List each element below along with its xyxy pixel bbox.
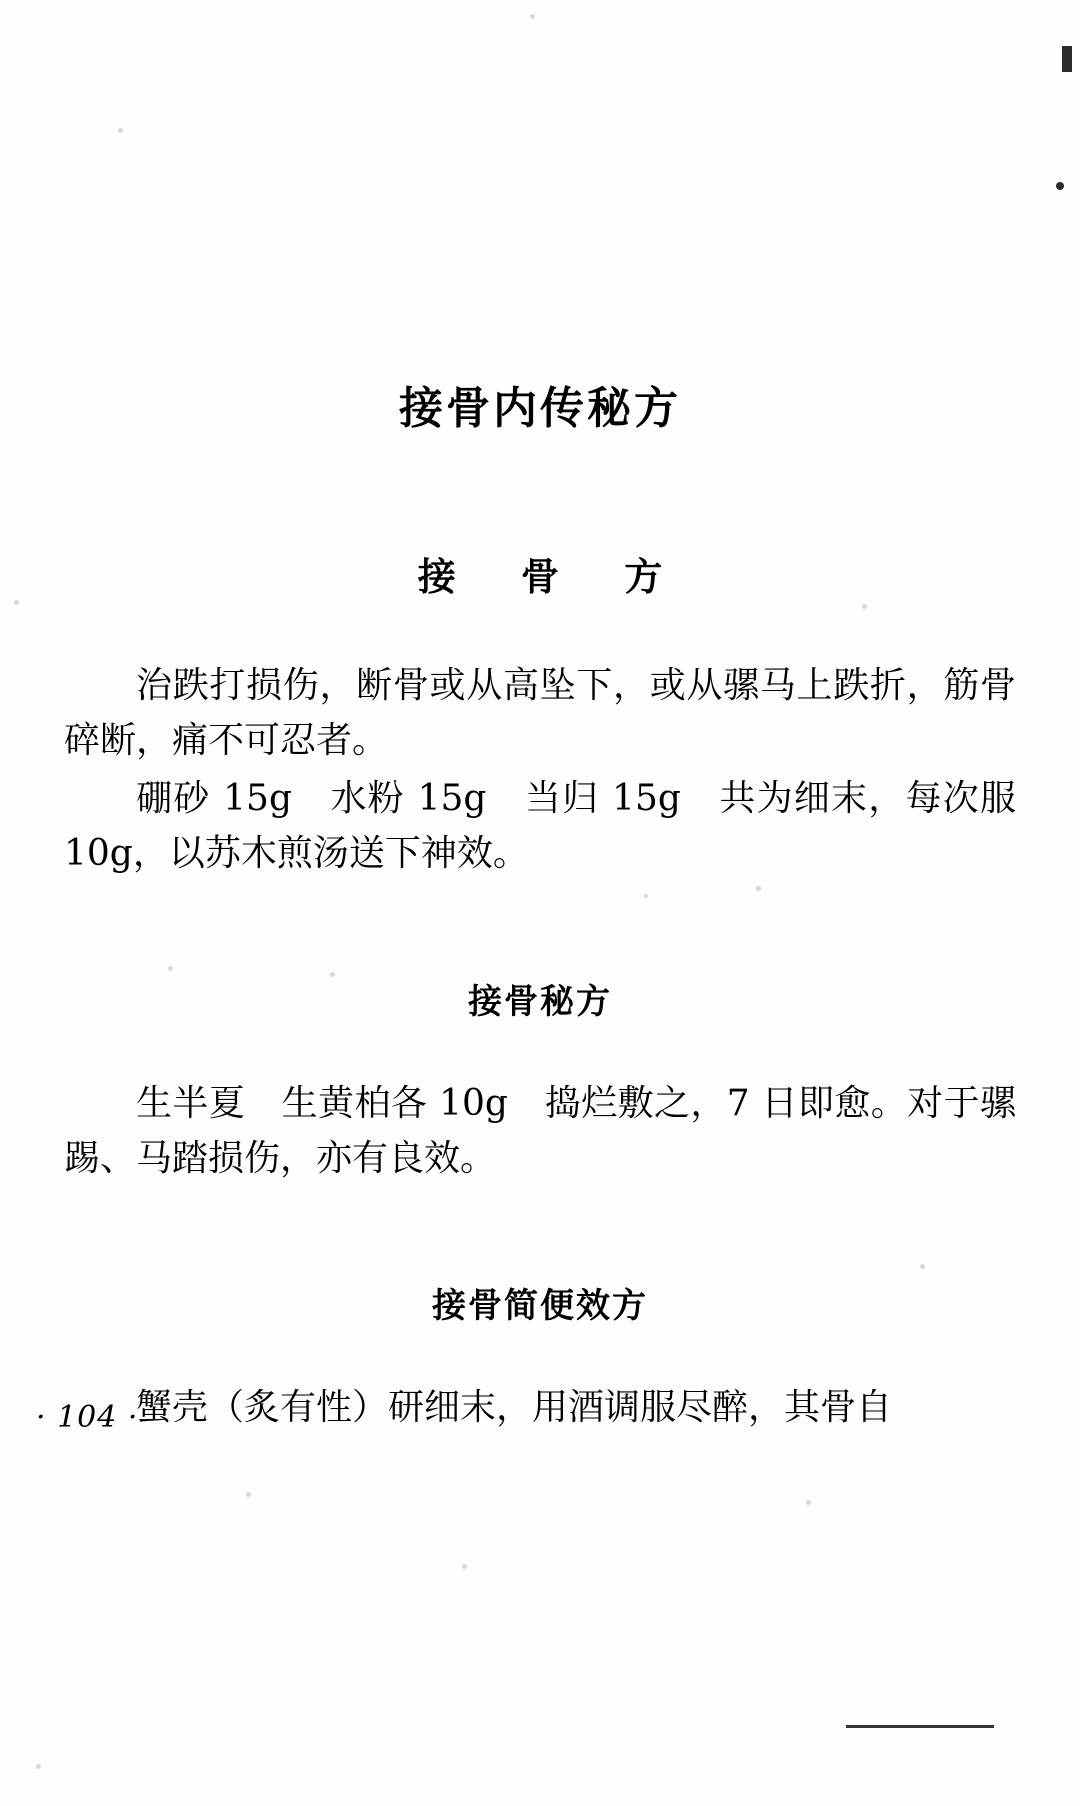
paragraph-jiegu-fang-formula: 硼砂 15g 水粉 15g 当归 15g 共为细末，每次服 10g，以苏木煎汤送下神效。 — [64, 778, 1016, 875]
page-title: 接骨内传秘方 — [399, 383, 681, 434]
scan-speck — [462, 1564, 467, 1569]
section-heading-jiegu-fang: 接 骨 方 — [417, 554, 689, 599]
scan-speck — [806, 1500, 811, 1505]
section-heading-jiegu-jianbian-xiaofang: 接骨简便效方 — [432, 1286, 648, 1327]
paragraph-jiegu-fang-indication: 治跌打损伤，断骨或从高坠下，或从骡马上跌折，筋骨碎断，痛不可忍者。 — [64, 665, 1016, 761]
scan-speck — [246, 1492, 251, 1497]
paragraph-jiegu-jianbian-xiaofang: 蟹壳（炙有性）研细末，用酒调服尽醉，其骨自 — [136, 1387, 893, 1429]
scan-speck — [36, 1764, 41, 1769]
paragraph-jiegu-mifang-formula: 生半夏 生黄柏各 10g 捣烂敷之，7 日即愈。对于骡踢、马踏损伤，亦有良效。 — [64, 1082, 1016, 1179]
section-heading-jiegu-mifang: 接骨秘方 — [468, 981, 612, 1022]
bottom-rule-mark — [846, 1725, 994, 1728]
page-number: · 104 · — [36, 1400, 139, 1435]
